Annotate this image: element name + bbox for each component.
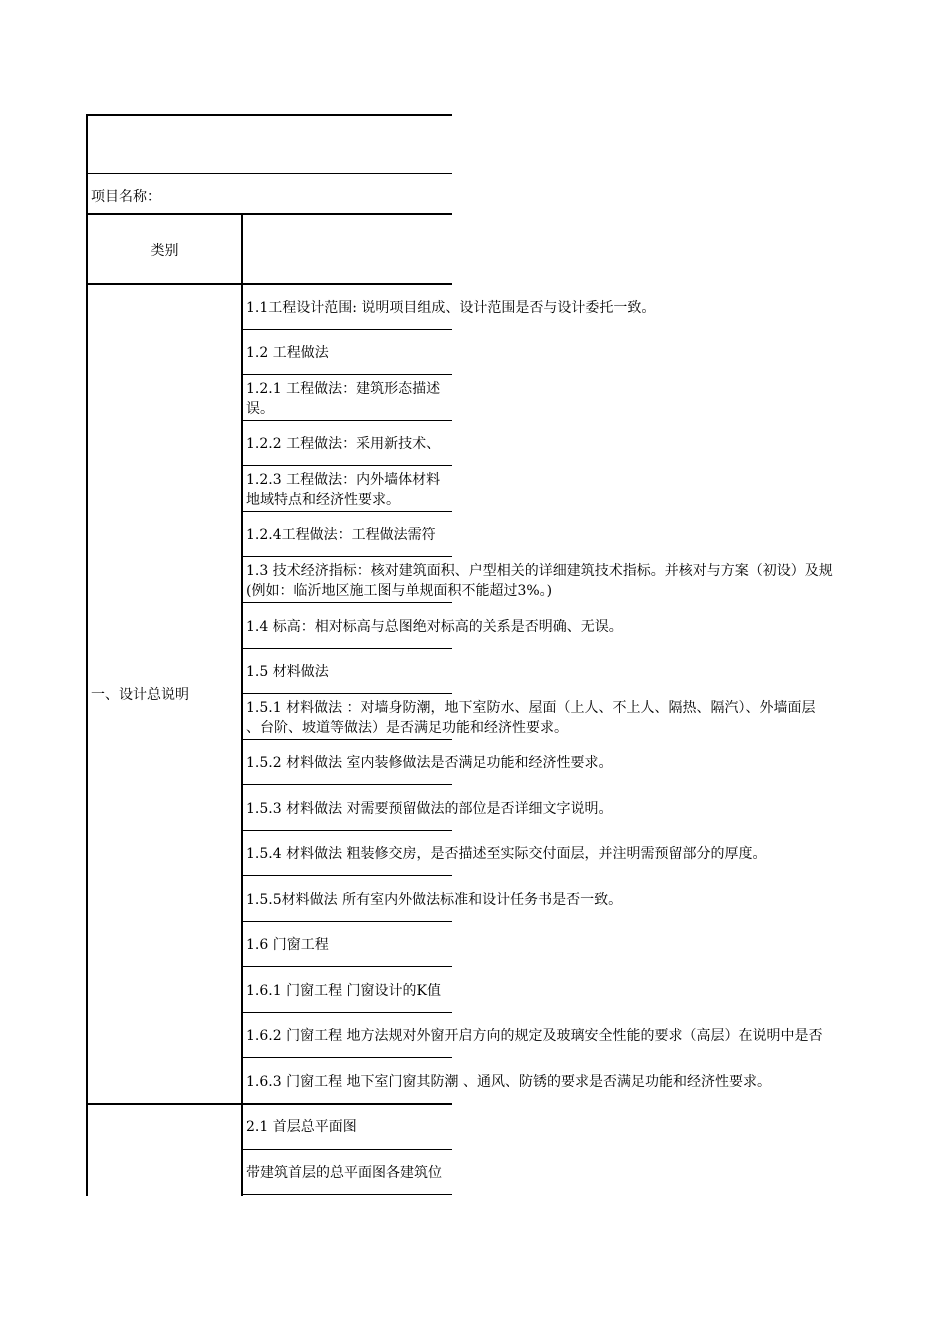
checklist-item: 1.6.2 门窗工程 地方法规对外窗开启方向的规定及玻璃安全性能的要求（高层）在说明中是否 <box>246 1028 823 1044</box>
checklist-item: 1.6 门窗工程 <box>246 937 329 953</box>
row-separator <box>241 465 452 466</box>
checklist-item: 2.1 首层总平面图 <box>246 1119 357 1135</box>
table-top-border <box>86 114 452 116</box>
checklist-item: 1.6.1 门窗工程 门窗设计的K值 <box>246 983 441 999</box>
checklist-item: 1.2.2 工程做法：采用新技术、 <box>246 436 441 452</box>
project-name-label: 项目名称： <box>91 189 161 205</box>
row-separator <box>241 511 452 512</box>
checklist-item: 1.2.1 工程做法：建筑形态描述 <box>246 381 441 397</box>
section-divider <box>86 1103 452 1105</box>
header-row-bottom-border <box>86 283 452 285</box>
checklist-item: 1.5 材料做法 <box>246 664 329 680</box>
row-separator <box>241 1194 452 1195</box>
category-column-header: 类别 <box>150 243 179 259</box>
checklist-item: 1.5.1 材料做法 ：对墙身防潮，地下室防水、屋面（上人、不上人、隔热、隔汽）、外墙面层 <box>246 700 816 716</box>
section-category: 一、设计总说明 <box>91 687 189 703</box>
checklist-item: 1.5.2 材料做法 室内装修做法是否满足功能和经济性要求。 <box>246 755 613 771</box>
row-separator <box>241 556 452 557</box>
checklist-item: 1.2 工程做法 <box>246 345 329 361</box>
row-separator <box>241 1057 452 1058</box>
row-separator <box>241 1012 452 1013</box>
row-separator <box>241 693 452 694</box>
checklist-item: 1.4 标高：相对标高与总图绝对标高的关系是否明确、无误。 <box>246 619 623 635</box>
checklist-item: 1.2.3 工程做法：内外墙体材料 <box>246 472 441 488</box>
title-row-bottom-border <box>86 173 452 174</box>
row-separator <box>241 602 452 603</box>
checklist-item-continued: 误。 <box>246 401 274 417</box>
checklist-item: 带建筑首层的总平面图各建筑位 <box>246 1165 442 1181</box>
checklist-item: 1.2.4工程做法：工程做法需符 <box>246 527 436 543</box>
row-separator <box>241 875 452 876</box>
row-separator <box>241 1149 452 1150</box>
project-row-bottom-border <box>86 213 452 215</box>
row-separator <box>241 739 452 740</box>
row-separator <box>241 374 452 375</box>
checklist-item-continued: 、台阶、坡道等做法）是否满足功能和经济性要求。 <box>246 720 568 736</box>
row-separator <box>241 648 452 649</box>
row-separator <box>241 420 452 421</box>
checklist-item: 1.6.3 门窗工程 地下室门窗其防潮 、通风、防锈的要求是否满足功能和经济性要求。 <box>246 1074 771 1090</box>
category-column-divider <box>241 213 243 1196</box>
table-left-border <box>86 114 88 1196</box>
checklist-item: 1.5.3 材料做法 对需要预留做法的部位是否详细文字说明。 <box>246 801 613 817</box>
checklist-item: 1.3 技术经济指标：核对建筑面积、户型相关的详细建筑技术指标。并核对与方案（初设）及规 <box>246 563 833 579</box>
checklist-item-continued: 地域特点和经济性要求。 <box>246 492 400 508</box>
checklist-item-continued: (例如：临沂地区施工图与单规面积不能超过3%。) <box>246 583 553 599</box>
checklist-item: 1.1工程设计范围: 说明项目组成、设计范围是否与设计委托一致。 <box>246 300 656 316</box>
checklist-item: 1.5.5材料做法 所有室内外做法标准和设计任务书是否一致。 <box>246 892 623 908</box>
row-separator <box>241 830 452 831</box>
row-separator <box>241 784 452 785</box>
row-separator <box>241 966 452 967</box>
row-separator <box>241 921 452 922</box>
checklist-item: 1.5.4 材料做法 粗装修交房，是否描述至实际交付面层，并注明需预留部分的厚度。 <box>246 846 767 862</box>
row-separator <box>241 329 452 330</box>
